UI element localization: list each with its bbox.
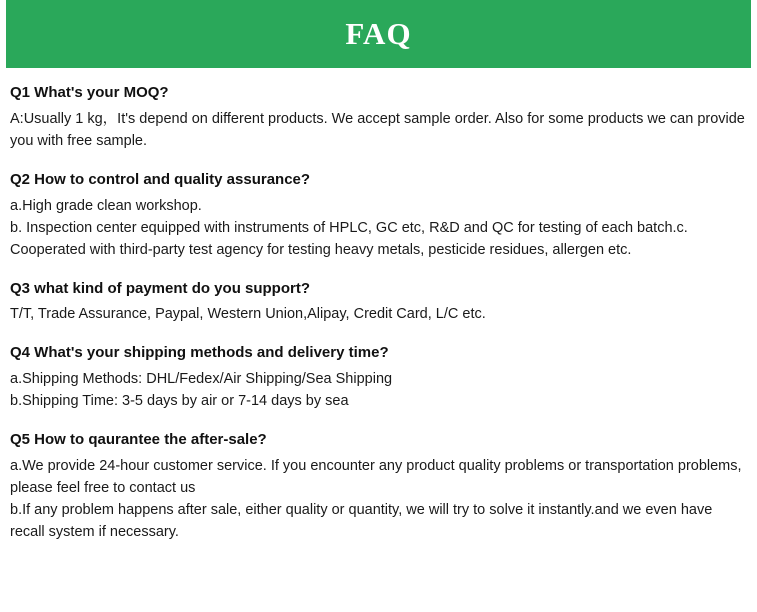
faq-item xyxy=(10,342,745,412)
faq-item xyxy=(10,278,745,326)
faq-question: Q1 What's your MOQ? xyxy=(10,84,169,101)
faq-answer-line: a.High grade clean workshop. xyxy=(10,197,202,214)
page-title: FAQ xyxy=(345,16,412,51)
faq-answer xyxy=(10,368,745,412)
faq-answer-line: b.If any problem happens after sale, either quality or quantity, we will try to solve it instantly.and we even have recall system if necessary. xyxy=(10,502,713,541)
faq-list xyxy=(0,68,757,543)
faq-item xyxy=(10,82,745,152)
faq-answer xyxy=(10,455,745,543)
faq-answer xyxy=(10,108,745,152)
faq-item xyxy=(10,169,745,261)
faq-question: Q4 What's your shipping methods and delivery time? xyxy=(10,344,389,362)
faq-answer-line: A:Usually 1 kg，It's depend on different products. We accept sample order. Also for some products we can provide you with free sample. xyxy=(10,110,745,149)
faq-question: Q2 How to control and quality assurance? xyxy=(10,170,311,188)
faq-answer-line: b. Inspection center equipped with instruments of HPLC, GC etc, R&D and QC for testing of each batch.c. Cooperated with third-party test agency for testing heavy metals, pesticide residues, allergen etc. xyxy=(10,219,688,258)
faq-answer-line: a.Shipping Methods: DHL/Fedex/Air Shipping/Sea Shipping xyxy=(10,371,393,388)
faq-question: Q3 what kind of payment do you support? xyxy=(10,279,311,297)
faq-answer xyxy=(10,195,745,261)
faq-answer xyxy=(10,303,745,325)
faq-item xyxy=(10,429,745,543)
faq-question: Q5 How to qaurantee the after-sale? xyxy=(10,431,267,449)
faq-answer-line: T/T, Trade Assurance, Paypal, Western Union,Alipay, Credit Card, L/C etc. xyxy=(10,306,486,323)
faq-answer-line: b.Shipping Time: 3-5 days by air or 7-14 days by sea xyxy=(10,393,349,410)
faq-banner xyxy=(6,0,751,68)
faq-answer-line: a.We provide 24-hour customer service. If you encounter any product quality problems or transportation problems, please feel free to contact us xyxy=(10,458,742,497)
